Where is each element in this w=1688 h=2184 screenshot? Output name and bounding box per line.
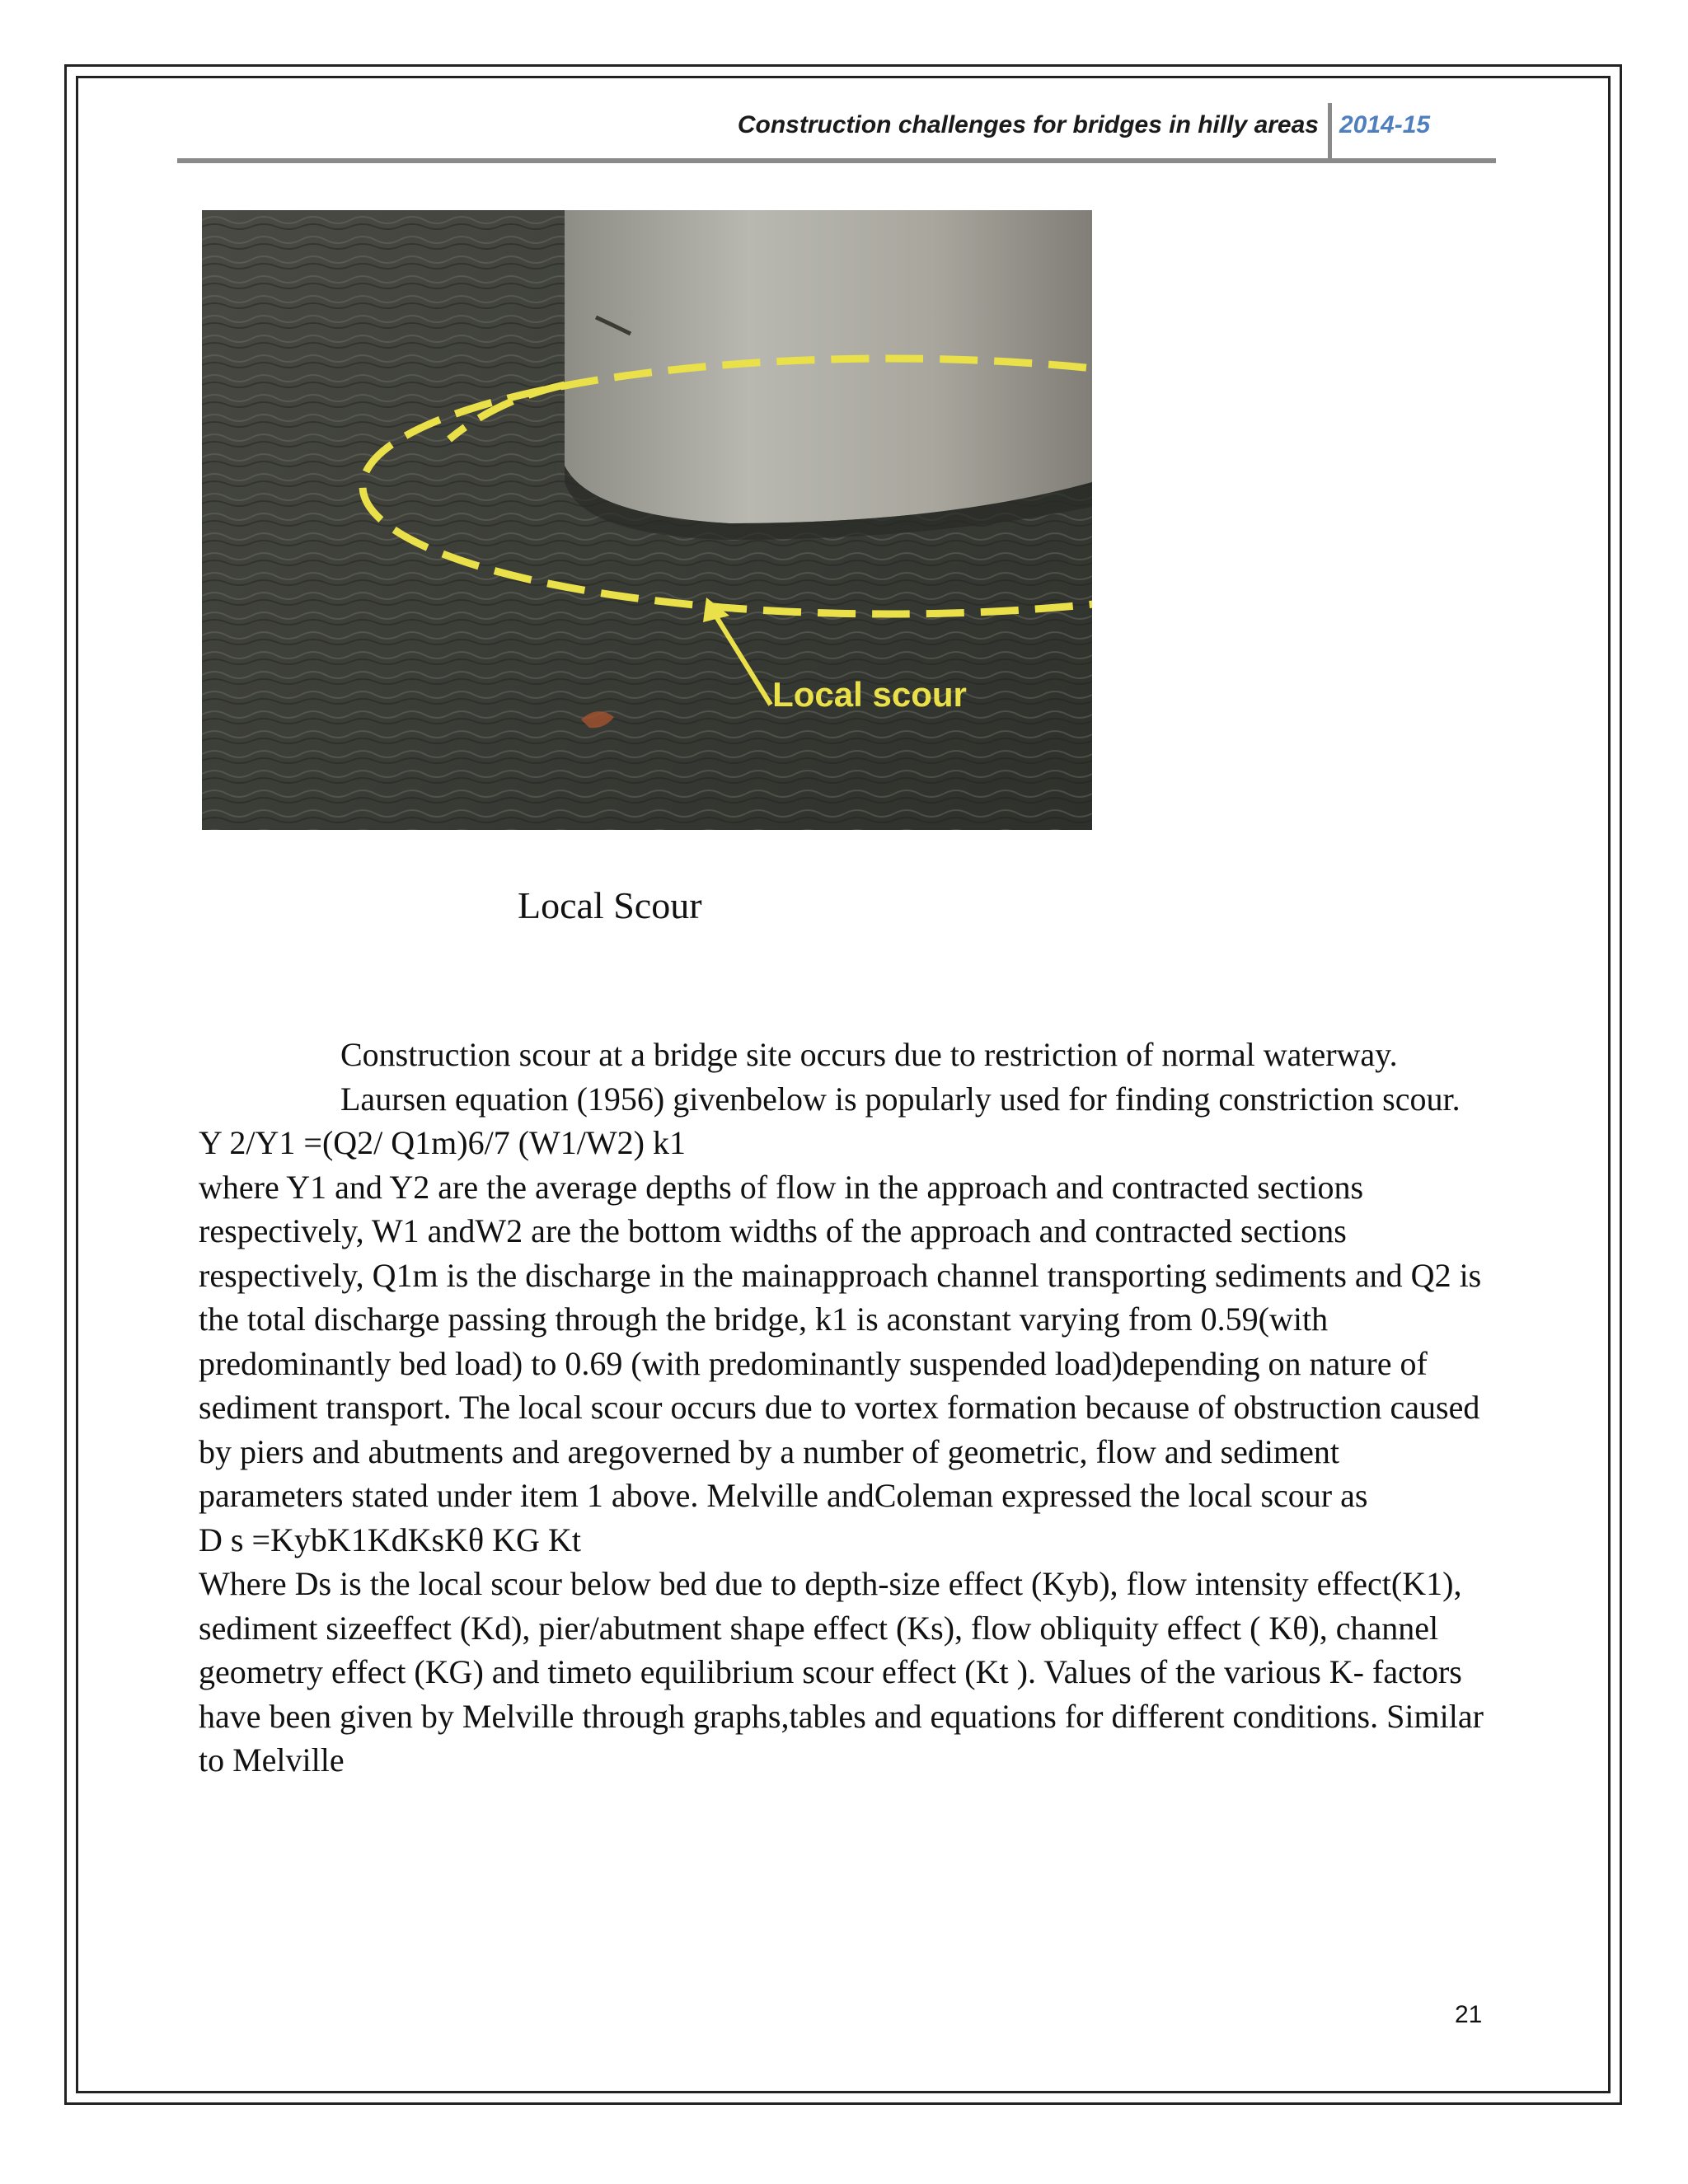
header-separator (1328, 103, 1332, 161)
page-number: 21 (1455, 2001, 1483, 2028)
body-text (199, 1033, 1484, 1783)
paragraph-variable-definitions: where Y1 and Y2 are the average depths of flow in the approach and contracted sections respectively, W1 andW2 are the bottom widths of the approach and contracted sections respectively, Q1m is the discharge in the mainapproach channel transporting sediments and Q2 is the total discharge passing through the bridge, k1 is aconstant varying from 0.59(with predominantly bed load) to 0.69 (with predominantly suspended load)depending on nature of sediment transport. The local scour occurs due to vortex formation because of obstruction caused by piers and abutments and aregoverned by a number of geometric, flow and sediment parameters stated under item 1 above. Melville andColeman expressed the local scour as (199, 1168, 1482, 1514)
header-title: Construction challenges for bridges in hilly areas (737, 111, 1319, 138)
paragraph-k-factors: Where Ds is the local scour below bed due to depth-size effect (Kyb), flow intensity effect(K1), sediment sizeeffect (Kd), pier/abutment shape effect (Ks), flow obliquity effect ( Kθ), channel geometry effect (KG) and timeto equilibrium scour effect (Kt ). Values of the various K- factors have been given by Melville through graphs,tables and equations for different conditions. Similar to Melville (199, 1565, 1484, 1779)
melville-equation: D s =KybK1KdKsKθ KG Kt (199, 1521, 581, 1558)
header-year: 2014-15 (1339, 111, 1431, 138)
laursen-equation: Y 2/Y1 =(Q2/ Q1m)6/7 (W1/W2) k1 (199, 1124, 686, 1161)
page-header (177, 103, 1496, 161)
local-scour-photo (202, 210, 1092, 830)
scour-image-label: Local scour (772, 675, 967, 714)
figure-caption: Local Scour (518, 884, 702, 926)
paragraph-constriction-scour: Construction scour at a bridge site occurs due to restriction of normal waterway. Laursen equation (1956) givenbelow is popularly used for finding constriction scour. (340, 1036, 1461, 1118)
bridge-pier (565, 210, 1092, 523)
header-rule (177, 158, 1496, 163)
